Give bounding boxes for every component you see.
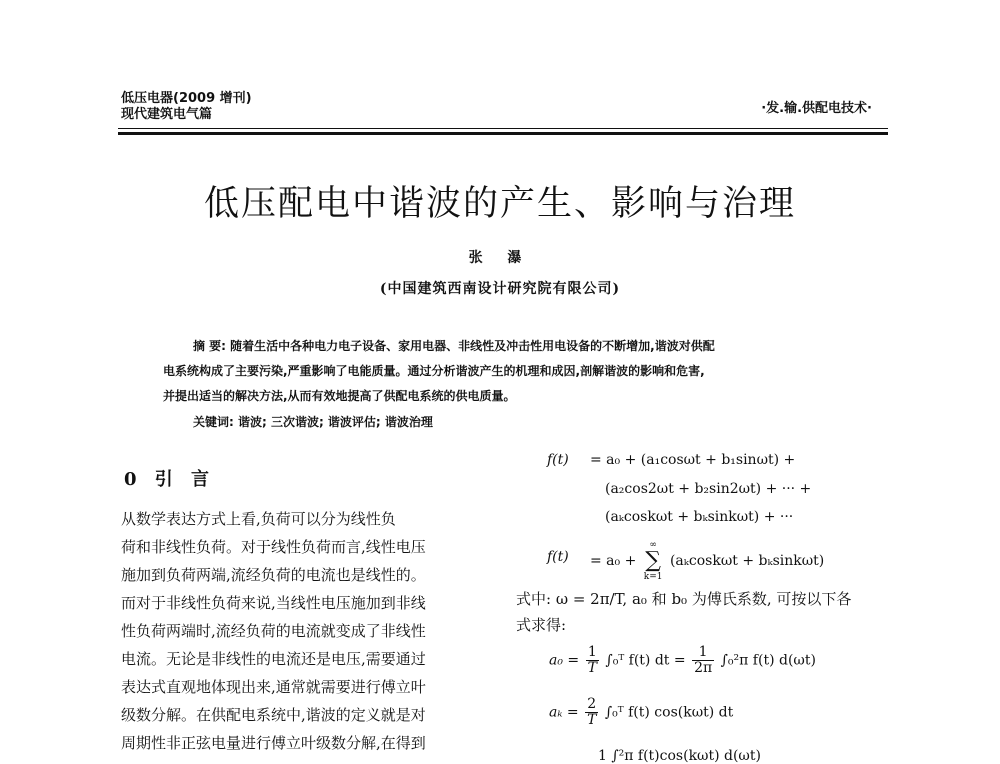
abstract-line: 电系统构成了主要污染,严重影响了电能质量。通过分析谐波产生的机理和成因,剖解谐波的影响和危害, <box>163 364 705 378</box>
eq2-lhs: f(t) <box>547 549 569 565</box>
body-line: 电流。无论是非线性的电流还是电压,需要通过 <box>121 650 426 668</box>
integral: ∫₀ᵀ f(t) cos(kωt) dt <box>604 704 734 721</box>
journal-subtitle: 现代建筑电气篇 <box>121 107 213 122</box>
body-line: 性负荷两端时,流经负荷的电流就变成了非线性 <box>121 622 426 640</box>
affiliation: (中国建筑西南设计研究院有限公司) <box>379 281 621 297</box>
a0-lhs: a₀ <box>549 652 563 669</box>
abstract-line: 并提出适当的解决方法,从而有效地提高了供配电系统的供电质量。 <box>163 389 516 403</box>
numerator: 1 <box>692 645 714 661</box>
partial-formula: 1 ∫²π f(t)cos(kωt) d(ωt) <box>598 748 761 764</box>
body-line: 级数分解。在供配电系统中,谐波的定义就是对 <box>121 706 426 724</box>
equals: = <box>673 652 686 669</box>
paper-title: 低压配电中谐波的产生、影响与治理 <box>203 184 796 224</box>
equals: = <box>566 704 579 721</box>
eq1-rhs-line2: (a₂cos2ωt + b₂sin2ωt) + ··· + <box>605 481 812 497</box>
ak-lhs: aₖ <box>549 704 563 721</box>
body-line: 施加到负荷两端,流经负荷的电流也是线性的。 <box>121 566 426 584</box>
fraction <box>692 645 714 676</box>
denominator: 2π <box>694 660 713 676</box>
denominator: T <box>587 712 597 728</box>
section-label: ·发.输.供配电技术· <box>761 101 872 116</box>
formula-note: 式中: ω = 2π/T, a₀ 和 b₀ 为傅氏系数, 可按以下各 <box>516 590 852 608</box>
fraction <box>586 645 599 676</box>
formula-note: 式求得: <box>516 616 567 634</box>
author: 张 瀑 <box>468 250 532 266</box>
header-rule-thick <box>118 132 888 135</box>
keywords: 关键词: 谐波; 三次谐波; 谐波评估; 谐波治理 <box>193 415 433 429</box>
body-line: 荷和非线性负荷。对于线性负荷而言,线性电压 <box>121 538 426 556</box>
integral: ∫₀ᵀ f(t) dt <box>605 652 670 669</box>
body-line: 表达式直观地体现出来,通常就需要进行傅立叶 <box>121 678 426 696</box>
eq2-rhs <box>590 540 824 582</box>
eq2-post: (aₖcoskωt + bₖsinkωt) <box>669 553 825 569</box>
ak-formula <box>549 697 733 728</box>
equals: = <box>567 652 580 669</box>
eq1-rhs-line1: = a₀ + (a₁cosωt + b₁sinωt) + <box>590 452 796 468</box>
eq1-rhs-line3: (aₖcoskωt + bₖsinkωt) + ··· <box>605 509 794 525</box>
section-heading: 0 引 言 <box>124 469 216 490</box>
a0-formula <box>549 645 816 676</box>
sum-lower-limit: k=1 <box>643 572 663 582</box>
integral: ∫₀²π f(t) d(ωt) <box>720 652 816 669</box>
body-line: 从数学表达方式上看,负荷可以分为线性负 <box>121 510 396 528</box>
header-rule-thin <box>118 128 888 129</box>
numerator: 1 <box>586 645 599 661</box>
eq2-pre: = a₀ + <box>590 553 637 569</box>
summation-symbol <box>644 540 663 582</box>
numerator: 2 <box>585 697 598 713</box>
denominator: T <box>587 660 597 676</box>
body-line: 而对于非线性负荷来说,当线性电压施加到非线 <box>121 594 426 612</box>
journal-name: 低压电器(2009 增刊) <box>121 91 252 106</box>
eq1-lhs: f(t) <box>547 452 569 468</box>
fraction <box>585 697 598 728</box>
body-line: 周期性非正弦电量进行傅立叶级数分解,在得到 <box>121 734 426 752</box>
abstract-line: 摘 要: 随着生活中各种电力电子设备、家用电器、非线性及冲击性用电设备的不断增加,谐波对供配 <box>193 339 715 353</box>
sum-sign: ∑ <box>645 548 661 573</box>
sum-upper-limit: ∞ <box>649 540 657 550</box>
